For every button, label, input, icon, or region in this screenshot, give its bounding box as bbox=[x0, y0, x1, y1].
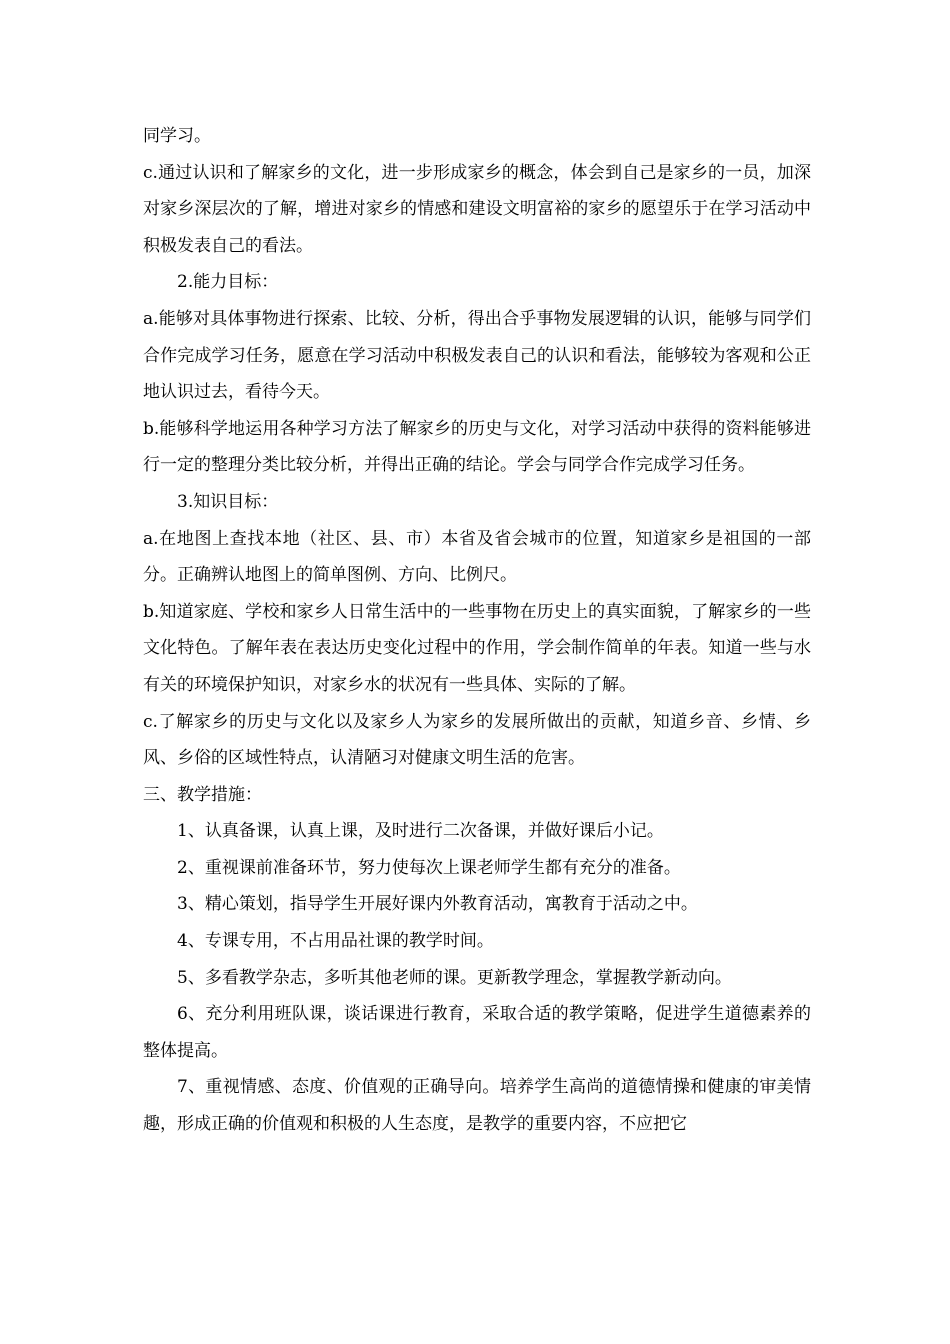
paragraph: a.能够对具体事物进行探索、比较、分析，得出合乎事物发展逻辑的认识，能够与同学们合作完成学习任务，愿意在学习活动中积极发表自己的认识和看法，能够较为客观和公正地认识过去，看待今天。 bbox=[143, 308, 811, 403]
paragraph: 同学习。 bbox=[143, 126, 211, 146]
list-item: 2、重视课前准备环节，努力使每次上课老师学生都有充分的准备。 bbox=[177, 857, 681, 878]
list-item: 7、重视情感、态度、价值观的正确导向。培养学生高尚的道德情操和健康的审美情趣，形成正确的价值观和积极的人生态度，是教学的重要内容，不应把它 bbox=[143, 1077, 811, 1135]
list-item: 3、精心策划，指导学生开展好课内外教育活动，寓教育于活动之中。 bbox=[177, 894, 698, 915]
paragraph: b.知道家庭、学校和家乡人日常生活中的一些事物在历史上的真实面貌，了解家乡的一些文化特色。了解年表在表达历史变化过程中的作用，学会制作简单的年表。知道一些与水有关的环境保护知识，对家乡水的状况有一些具体、实际的了解。 bbox=[143, 601, 811, 695]
section-heading: 2.能力目标： bbox=[177, 272, 279, 293]
list-item: 6、充分利用班队课，谈话课进行教育，采取合适的教学策略，促进学生道德素养的整体提高。 bbox=[143, 1004, 811, 1061]
list-item: 5、多看教学杂志，多听其他老师的课。更新教学理念，掌握教学新动向。 bbox=[177, 967, 732, 988]
paragraph: b.能够科学地运用各种学习方法了解家乡的历史与文化，对学习活动中获得的资料能够进行一定的整理分类比较分析，并得出正确的结论。学会与同学合作完成学习任务。 bbox=[143, 418, 811, 476]
paragraph: c.了解家乡的历史与文化以及家乡人为家乡的发展所做出的贡献，知道乡音、乡情、乡风、乡俗的区域性特点，认清陋习对健康文明生活的危害。 bbox=[143, 711, 811, 769]
list-item: 4、专课专用，不占用品社课的教学时间。 bbox=[177, 931, 494, 952]
paragraph: a.在地图上查找本地（社区、县、市）本省及省会城市的位置，知道家乡是祖国的一部分。正确辨认地图上的简单图例、方向、比例尺。 bbox=[143, 528, 811, 586]
section-heading: 3.知识目标： bbox=[177, 491, 279, 512]
section-heading: 三、教学措施： bbox=[143, 784, 262, 805]
list-item: 1、认真备课，认真上课，及时进行二次备课，并做好课后小记。 bbox=[177, 821, 664, 842]
document-page bbox=[143, 118, 811, 1143]
paragraph: c.通过认识和了解家乡的文化，进一步形成家乡的概念，体会到自己是家乡的一员，加深对家乡深层次的了解，增进对家乡的情感和建设文明富裕的家乡的愿望乐于在学习活动中积极发表自己的看法。 bbox=[143, 162, 811, 256]
